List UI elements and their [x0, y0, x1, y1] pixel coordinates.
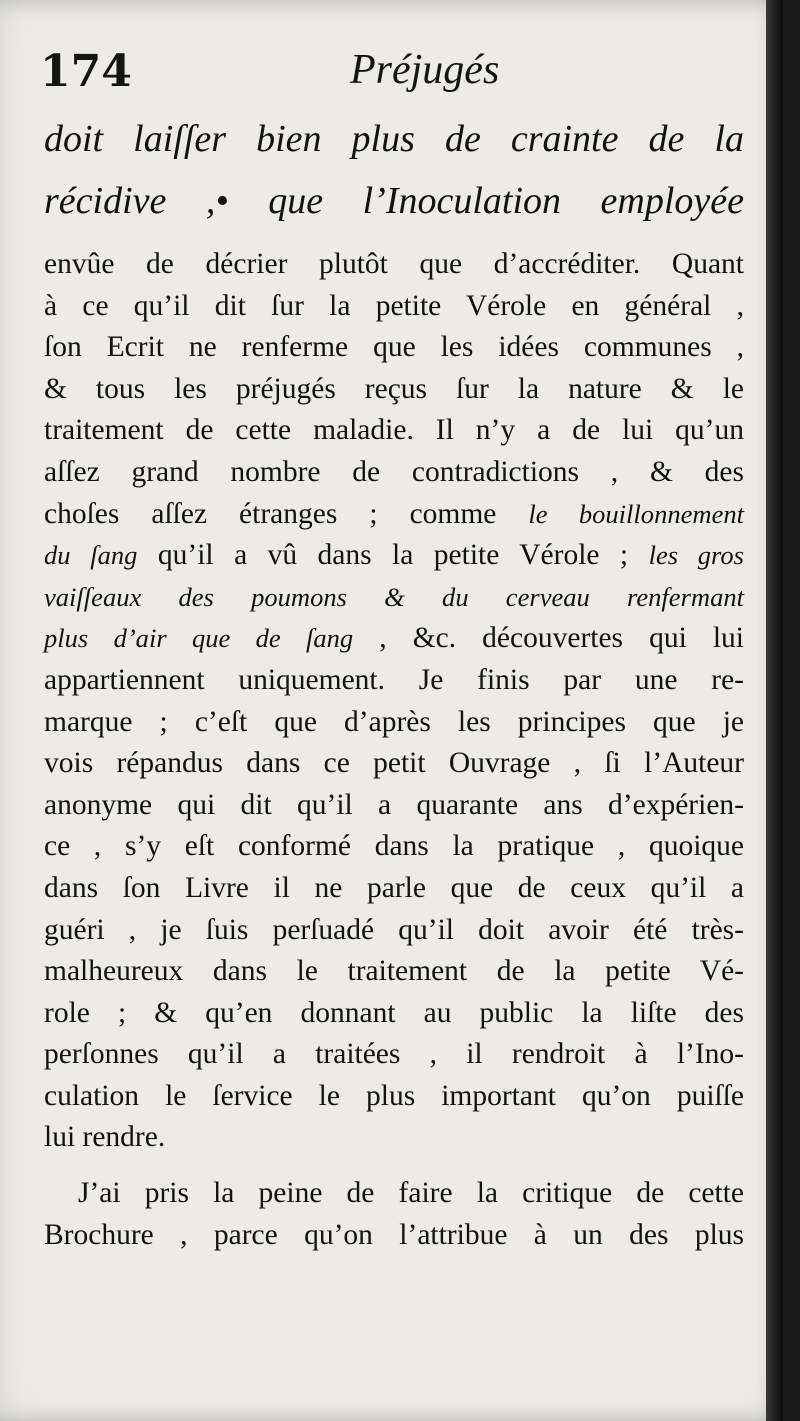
text-line: malheureux dans le traitement de la petite Vé-	[44, 955, 744, 988]
text-span: , &c. découvertes qui lui	[379, 622, 744, 655]
page-edge-shadow	[766, 0, 783, 1421]
text-line: & tous les préjugés reçus ſur la nature & le	[44, 372, 744, 405]
text-line: vois répandus dans ce petit Ouvrage , ſi l’Auteur	[44, 747, 744, 780]
text-span: choſes aſſez étranges ; comme	[44, 497, 497, 530]
text-line: guéri , je ſuis perſuadé qu’il doit avoir été très-	[44, 913, 744, 946]
text-span: qu’il a vû dans la petite Vérole ;	[157, 539, 629, 572]
text-line: aſſez grand nombre de contradictions , & des	[44, 455, 744, 488]
text-line: ſon Ecrit ne renferme que les idées communes ,	[44, 331, 744, 364]
text-line: lui rendre.	[44, 1121, 166, 1154]
text-line: J’ai pris la peine de faire la critique de cette	[78, 1177, 744, 1210]
running-title: Préjugés	[350, 47, 500, 93]
italic-quote-line: récidive ,• que l’Inoculation employée	[44, 180, 744, 222]
text-line: à ce qu’il dit ſur la petite Vérole en général ,	[44, 289, 744, 322]
text-line: role ; & qu’en donnant au public la liſte des	[44, 996, 744, 1029]
text-line: anonyme qui dit qu’il a quarante ans d’expérien-	[44, 788, 744, 821]
text-line-mixed	[44, 618, 744, 660]
text-line-mixed	[44, 535, 744, 577]
text-line-mixed	[44, 494, 744, 536]
text-line: marque ; c’eſt que d’après les principes que je	[44, 705, 744, 738]
italic-phrase: vaiſſeaux des poumons & du cerveau renfermant	[44, 581, 744, 612]
page-header	[40, 46, 740, 106]
italic-phrase: les gros	[648, 540, 745, 571]
italic-quote-line: doit laiſſer bien plus de crainte de la	[44, 118, 744, 160]
text-line: traitement de cette maladie. Il n’y a de lui qu’un	[44, 414, 744, 447]
page-number: 174	[40, 46, 132, 97]
text-line-italic	[44, 577, 744, 619]
text-line: envûe de décrier plutôt que d’accréditer. Quant	[44, 248, 744, 280]
text-line: dans ſon Livre il ne parle que de ceux qu’il a	[44, 871, 744, 904]
paragraph-gap	[44, 1159, 744, 1173]
italic-phrase: du ſang	[44, 540, 138, 571]
text-line: perſonnes qu’il a traitées , il rendroit à l’Ino-	[44, 1038, 744, 1071]
text-line: appartiennent uniquement. Je finis par une re-	[44, 663, 744, 696]
body-text	[44, 108, 744, 1256]
italic-phrase: plus d’air que de ſang	[44, 623, 354, 654]
italic-phrase: le bouillonnement	[528, 498, 745, 529]
text-line: culation le ſervice le plus important qu’on puiſſe	[44, 1079, 744, 1112]
text-line: ce , s’y eſt conformé dans la pratique , quoique	[44, 830, 744, 863]
text-line: Brochure , parce qu’on l’attribue à un des plus	[44, 1218, 744, 1251]
